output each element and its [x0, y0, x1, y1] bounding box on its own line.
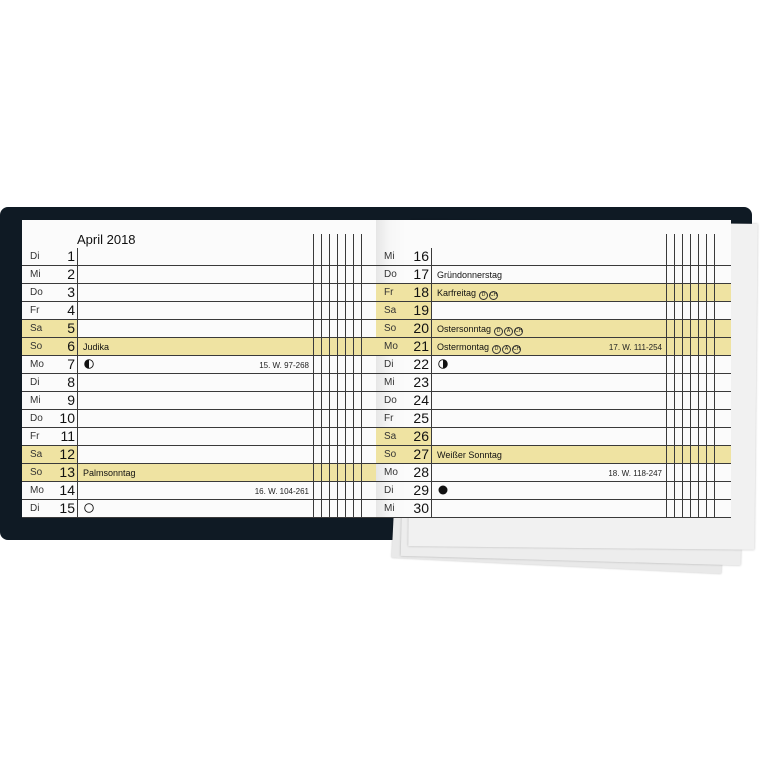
weekday-abbrev: Sa — [384, 305, 397, 316]
holiday-label — [437, 338, 522, 355]
weekday-abbrev: Do — [30, 413, 43, 424]
weekday-abbrev: Fr — [30, 431, 40, 442]
column-divider — [431, 410, 432, 427]
holiday-name: Gründonnerstag — [437, 270, 503, 280]
week-number-label: 17. W. 111-254 — [608, 343, 662, 352]
holiday-label — [437, 446, 502, 463]
column-divider — [77, 482, 78, 499]
note-column-line — [329, 234, 330, 518]
day-number: 10 — [59, 410, 75, 426]
day-number: 30 — [413, 500, 429, 516]
weekday-abbrev: Sa — [30, 323, 43, 334]
column-divider — [77, 500, 78, 517]
column-divider — [431, 500, 432, 517]
column-divider — [431, 248, 432, 265]
weekday-abbrev: Di — [30, 503, 40, 514]
region-mark-icon: A — [502, 345, 511, 354]
region-mark-icon: CH — [490, 292, 498, 299]
day-number: 2 — [67, 266, 75, 282]
note-column-line — [345, 234, 346, 518]
column-divider — [77, 302, 78, 319]
left-calendar-page — [22, 220, 376, 518]
week-number-label: 18. W. 118-247 — [608, 469, 662, 478]
weekday-abbrev: Mi — [30, 395, 41, 406]
day-number: 13 — [59, 464, 75, 480]
day-number: 26 — [413, 428, 429, 444]
column-divider — [77, 446, 78, 463]
note-column-line — [682, 234, 683, 518]
weekday-abbrev: Di — [384, 485, 394, 496]
weekday-abbrev: Sa — [30, 449, 43, 460]
column-divider — [431, 464, 432, 481]
column-divider — [77, 392, 78, 409]
region-mark-icon: D — [494, 327, 503, 336]
day-number: 18 — [413, 284, 429, 300]
column-divider — [77, 464, 78, 481]
day-number: 22 — [413, 356, 429, 372]
column-divider — [77, 284, 78, 301]
holiday-name: Weißer Sonntag — [437, 450, 502, 460]
column-divider — [77, 248, 78, 265]
column-divider — [77, 428, 78, 445]
weekday-abbrev: Mi — [30, 269, 41, 280]
weekday-abbrev: Sa — [384, 431, 397, 442]
note-column-line — [361, 234, 362, 518]
column-divider — [431, 302, 432, 319]
day-number: 28 — [413, 464, 429, 480]
weekday-abbrev: Di — [30, 377, 40, 388]
day-number: 17 — [413, 266, 429, 282]
weekday-abbrev: Mi — [384, 503, 395, 514]
weekday-abbrev: Do — [384, 269, 397, 280]
day-number: 25 — [413, 410, 429, 426]
holiday-label — [83, 338, 109, 355]
day-number: 27 — [413, 446, 429, 462]
month-title: April 2018 — [77, 232, 136, 247]
column-divider — [431, 482, 432, 499]
region-mark-icon: CH — [515, 328, 523, 335]
weekday-abbrev: Mo — [30, 359, 44, 370]
week-number-label: 15. W. 97-268 — [259, 361, 309, 370]
holiday-name: Ostermontag — [437, 342, 490, 352]
column-divider — [77, 374, 78, 391]
day-number: 21 — [413, 338, 429, 354]
weekday-abbrev: Mo — [384, 341, 398, 352]
weekday-abbrev: Di — [384, 359, 394, 370]
weekday-abbrev: Fr — [384, 287, 394, 298]
weekday-abbrev: So — [30, 467, 43, 478]
day-number: 15 — [59, 500, 75, 516]
weekday-abbrev: Fr — [30, 305, 40, 316]
column-divider — [77, 410, 78, 427]
day-number: 12 — [59, 446, 75, 462]
region-mark-icon: D — [479, 291, 488, 300]
note-column-line — [337, 234, 338, 518]
region-mark-icon: A — [504, 327, 513, 336]
day-number: 20 — [413, 320, 429, 336]
holiday-label — [437, 284, 499, 301]
day-number: 1 — [67, 248, 75, 264]
region-mark-icon: D — [492, 345, 501, 354]
region-marks — [479, 284, 499, 303]
weekday-abbrev: So — [384, 323, 397, 334]
weekday-abbrev: Mi — [384, 251, 395, 262]
holiday-label — [83, 464, 136, 481]
weekday-abbrev: Mi — [384, 377, 395, 388]
weekday-abbrev: So — [30, 341, 43, 352]
day-number: 16 — [413, 248, 429, 264]
day-number: 9 — [67, 392, 75, 408]
weekday-abbrev: Mo — [384, 467, 398, 478]
column-divider — [431, 338, 432, 355]
holiday-name: Palmsonntag — [83, 468, 136, 478]
holiday-name: Karfreitag — [437, 288, 477, 298]
column-divider — [431, 320, 432, 337]
day-number: 24 — [413, 392, 429, 408]
column-divider — [431, 266, 432, 283]
note-column-line — [706, 234, 707, 518]
day-number: 3 — [67, 284, 75, 300]
holiday-label — [437, 320, 524, 337]
column-divider — [431, 446, 432, 463]
last-quarter-moon-icon — [84, 359, 94, 369]
note-columns — [666, 234, 715, 518]
column-divider — [77, 338, 78, 355]
day-number: 29 — [413, 482, 429, 498]
weekday-abbrev: So — [384, 449, 397, 460]
day-number: 8 — [67, 374, 75, 390]
first-quarter-moon-icon — [438, 359, 448, 369]
day-number: 6 — [67, 338, 75, 354]
day-number: 11 — [60, 428, 75, 444]
note-column-line — [714, 234, 715, 518]
day-number: 5 — [67, 320, 75, 336]
weekday-abbrev: Fr — [384, 413, 394, 424]
holiday-name: Judika — [83, 342, 110, 352]
day-number: 23 — [413, 374, 429, 390]
note-column-line — [674, 234, 675, 518]
new-moon-icon — [84, 503, 94, 513]
column-divider — [77, 356, 78, 373]
note-column-line — [690, 234, 691, 518]
column-divider — [77, 320, 78, 337]
column-divider — [77, 266, 78, 283]
day-number: 7 — [67, 356, 75, 372]
day-number: 4 — [67, 302, 75, 318]
note-column-line — [353, 234, 354, 518]
region-mark-icon: CH — [513, 346, 521, 353]
holiday-name: Ostersonntag — [437, 324, 492, 334]
note-columns — [313, 234, 362, 518]
region-marks — [492, 338, 522, 357]
column-divider — [431, 284, 432, 301]
column-divider — [431, 374, 432, 391]
right-calendar-page — [376, 220, 731, 518]
weekday-abbrev: Mo — [30, 485, 44, 496]
column-divider — [431, 428, 432, 445]
day-number: 14 — [59, 482, 75, 498]
column-divider — [431, 392, 432, 409]
week-number-label: 16. W. 104-261 — [254, 487, 309, 496]
note-column-line — [698, 234, 699, 518]
weekday-abbrev: Do — [30, 287, 43, 298]
day-number: 19 — [413, 302, 429, 318]
weekday-abbrev: Do — [384, 395, 397, 406]
weekday-abbrev: Di — [30, 251, 40, 262]
column-divider — [431, 356, 432, 373]
holiday-label — [437, 266, 502, 283]
full-moon-icon — [438, 485, 448, 495]
note-column-line — [321, 234, 322, 518]
region-marks — [494, 320, 524, 339]
